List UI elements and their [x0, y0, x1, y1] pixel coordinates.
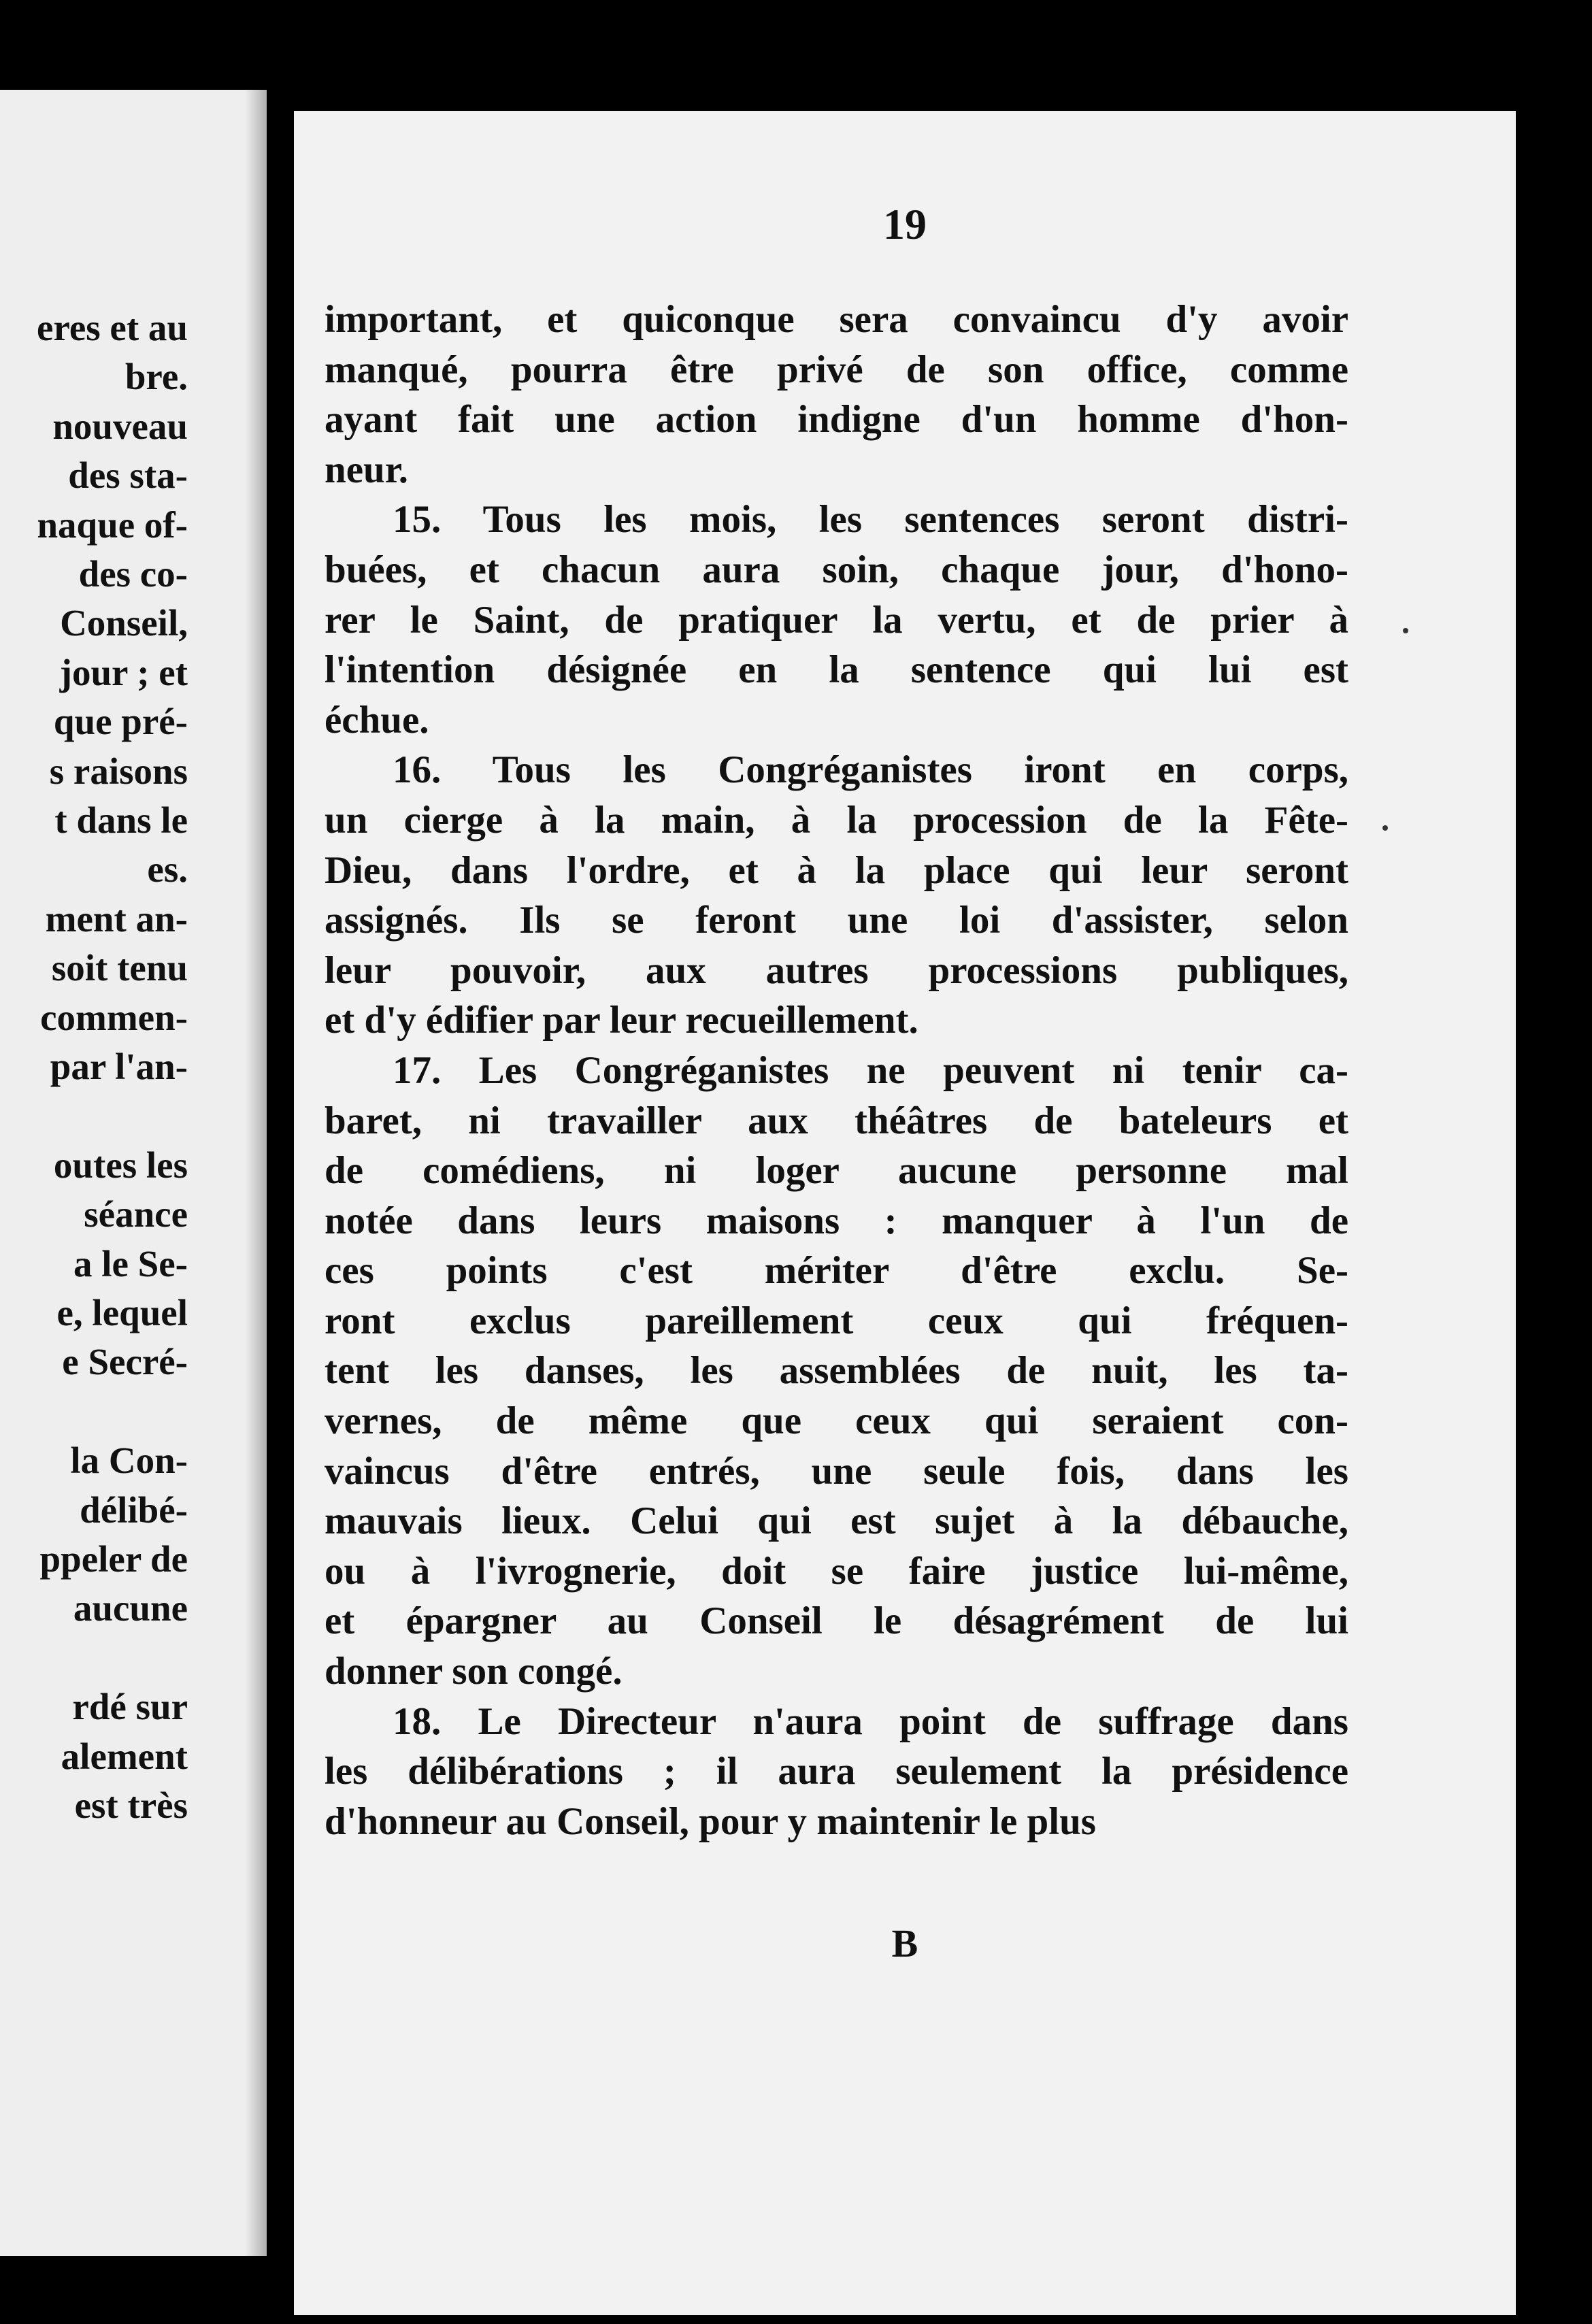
text-line: 17. Les Congréganistes ne peuvent ni tenir ca- [393, 1048, 1348, 1092]
right-page [294, 111, 1516, 2315]
scan-speck [1403, 628, 1408, 633]
left-page-line: des sta- [68, 454, 188, 497]
text-line: important, et quiconque sera convaincu d'y avoir [325, 298, 1348, 341]
left-page-line: rdé sur [72, 1686, 188, 1728]
left-page-line: outes les [53, 1144, 188, 1186]
text-line: vernes, de même que ceux qui seraient con- [325, 1399, 1348, 1443]
text-line: assignés. Ils se feront une loi d'assister, selon [325, 899, 1348, 942]
text-line: rer le Saint, de pratiquer la vertu, et de prier à [325, 598, 1348, 642]
text-line: Dieu, dans l'ordre, et à la place qui leur seront [325, 848, 1348, 892]
left-page-line: ment an- [45, 897, 188, 940]
left-page-line: nouveau [52, 405, 188, 447]
text-line: mauvais lieux. Celui qui est sujet à la débauche, [325, 1499, 1348, 1543]
left-page-line: alement [61, 1735, 188, 1777]
text-line: 18. Le Directeur n'aura point de suffrage dans [393, 1699, 1348, 1743]
text-line: ayant fait une action indigne d'un homme d'hon- [325, 398, 1348, 442]
text-line: notée dans leurs maisons : manquer à l'un de [325, 1199, 1348, 1242]
left-page-line: Conseil, [60, 602, 188, 644]
left-page-line: délibé- [80, 1489, 188, 1531]
text-line: ces points c'est mériter d'être exclu. Se- [325, 1249, 1348, 1293]
text-line: 15. Tous les mois, les sentences seront distri- [393, 498, 1348, 542]
text-line: vaincus d'être entrés, une seule fois, dans les [325, 1449, 1348, 1493]
left-page-line: bre. [125, 356, 188, 398]
left-page-line: soit tenu [51, 947, 188, 989]
left-page [0, 90, 267, 2256]
left-page-line: des co- [78, 553, 188, 595]
text-line: ou à l'ivrognerie, doit se faire justice lui-même, [325, 1549, 1348, 1593]
text-line: échue. [325, 698, 429, 742]
gutter-shadow [245, 90, 293, 2256]
left-page-line: s raisons [49, 750, 188, 792]
left-page-line: que pré- [53, 701, 188, 743]
left-page-line: es. [147, 848, 188, 891]
text-line: et épargner au Conseil le désagrément de lui [325, 1599, 1348, 1643]
text-line: de comédiens, ni loger aucune personne mal [325, 1149, 1348, 1193]
text-line: tent les danses, les assemblées de nuit, les ta- [325, 1349, 1348, 1393]
left-page-line: aucune [73, 1587, 188, 1629]
left-page-line: par l'an- [50, 1046, 188, 1087]
text-line: ront exclus pareillement ceux qui fréquen- [325, 1299, 1348, 1342]
left-page-line: est très [74, 1784, 188, 1826]
left-page-line: commen- [40, 996, 188, 1038]
left-page-line: jour ; et [59, 651, 188, 693]
text-line: neur. [325, 448, 409, 491]
text-line: donner son congé. [325, 1650, 623, 1693]
left-page-line: séance [84, 1193, 188, 1235]
text-line: 16. Tous les Congréganistes iront en corps, [393, 748, 1348, 792]
left-page-line: ppeler de [39, 1538, 188, 1580]
left-page-line: t dans le [54, 799, 188, 841]
left-page-line: a le Se- [73, 1242, 188, 1284]
left-page-line: e, lequel [56, 1292, 188, 1333]
text-line: buées, et chacun aura soin, chaque jour, d'hono- [325, 548, 1348, 591]
text-line: leur pouvoir, aux autres processions publiques, [325, 948, 1348, 992]
text-line: les délibérations ; il aura seulement la présidence [325, 1750, 1348, 1793]
text-line: l'intention désignée en la sentence qui lui est [325, 648, 1348, 692]
text-line: d'honneur au Conseil, pour y maintenir le plus [325, 1799, 1096, 1843]
text-line: baret, ni travailler aux théâtres de bateleurs et [325, 1099, 1348, 1142]
signature-mark: B [891, 1921, 918, 1965]
left-page-line: e Secré- [62, 1341, 188, 1383]
page-number: 19 [883, 200, 927, 248]
scan-speck [1382, 825, 1388, 831]
text-line: un cierge à la main, à la procession de la Fête- [325, 798, 1348, 842]
left-page-line: naque of- [37, 503, 188, 546]
left-page-line: la Con- [70, 1440, 188, 1482]
text-block [325, 295, 1348, 1846]
left-page-line: eres et au [37, 307, 188, 348]
text-line: et d'y édifier par leur recueillement. [325, 999, 918, 1042]
text-line: manqué, pourra être privé de son office, comme [325, 348, 1348, 391]
